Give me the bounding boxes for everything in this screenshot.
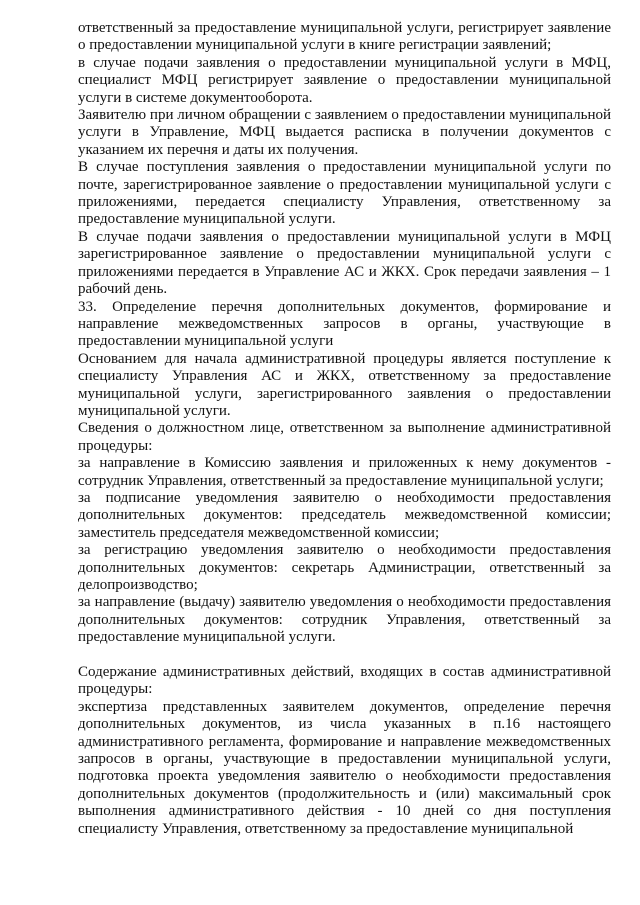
paragraph-mfc-registration: в случае подачи заявления о предоставлении муниципальной услуги в МФЦ, специалист МФЦ регистрирует заявление о предоставлении муниципальной услуги в системе документооборота.	[78, 54, 611, 106]
blank-line	[78, 647, 611, 664]
paragraph-commission-referral: за направление в Комиссию заявления и приложенных к нему документов - сотрудник Управления, ответственный за предоставление муниципальной услуги;	[78, 455, 611, 489]
paragraph-mfc-transfer: В случае подачи заявления о предоставлении муниципальной услуги в МФЦ зарегистрированное заявление о предоставлении муниципальной услуги с приложениями передается в Управление АС и ЖКХ. Срок передачи заявления – 1 рабочий день.	[78, 228, 611, 298]
paragraph-mail-submission: В случае поступления заявления о предоставлении муниципальной услуги по почте, зарегистрированное заявление о предоставлении муниципальной услуги с приложениями, передается специалисту Управления, ответственному за предоставление муниципальной услуги.	[78, 159, 611, 228]
paragraph-notice-delivery: за направление (выдачу) заявителю уведомления о необходимости предоставления дополнительных документов: сотрудник Управления, ответственный за предоставление муниципальной услуги.	[78, 594, 611, 646]
section-heading-33: 33. Определение перечня дополнительных документов, формирование и направление межведомственных запросов в органы, участвующие в предоставлении муниципальной услуги	[78, 298, 611, 350]
paragraph-responsible-officials: Сведения о должностном лице, ответственном за выполнение административной процедуры:	[78, 420, 611, 454]
paragraph-receipt: Заявителю при личном обращении с заявлением о предоставлении муниципальной услуги в Управление, МФЦ выдается расписка в получении документов с указанием их перечня и даты их получения.	[78, 107, 611, 158]
paragraph-registration-book: ответственный за предоставление муниципальной услуги, регистрирует заявление о предоставлении муниципальной услуги в книге регистрации заявлений;	[78, 20, 611, 54]
paragraph-actions-content: Содержание административных действий, входящих в состав административной процедуры:	[78, 664, 611, 698]
paragraph-notice-registration: за регистрацию уведомления заявителю о необходимости предоставления дополнительных документов: секретарь Администрации, ответственный за делопроизводство;	[78, 542, 611, 593]
paragraph-notice-signing: за подписание уведомления заявителю о необходимости предоставления дополнительных документов: председатель межведомственной комиссии; заместитель председателя межведомственной комиссии;	[78, 489, 611, 541]
document-page	[78, 20, 611, 838]
paragraph-document-review: экспертиза представленных заявителем документов, определение перечня дополнительных документов, из числа указанных в п.16 настоящего административного регламента, формирование и направление межведомственных запросов в органы, участвующие в предоставлении муниципальной услуги, подготовка проекта уведомления заявителю о необходимости предоставления дополнительных документов (продолжительность и (или) максимальный срок выполнения административного действия - 10 дней со дня поступления специалисту Управления, ответственному за предоставление муниципальной	[78, 698, 611, 837]
paragraph-procedure-basis: Основанием для начала административной процедуры является поступление к специалисту Управления АС и ЖКХ, ответственному за предоставление муниципальной услуги, зарегистрированного заявления о предоставлении муниципальной услуги.	[78, 350, 611, 419]
